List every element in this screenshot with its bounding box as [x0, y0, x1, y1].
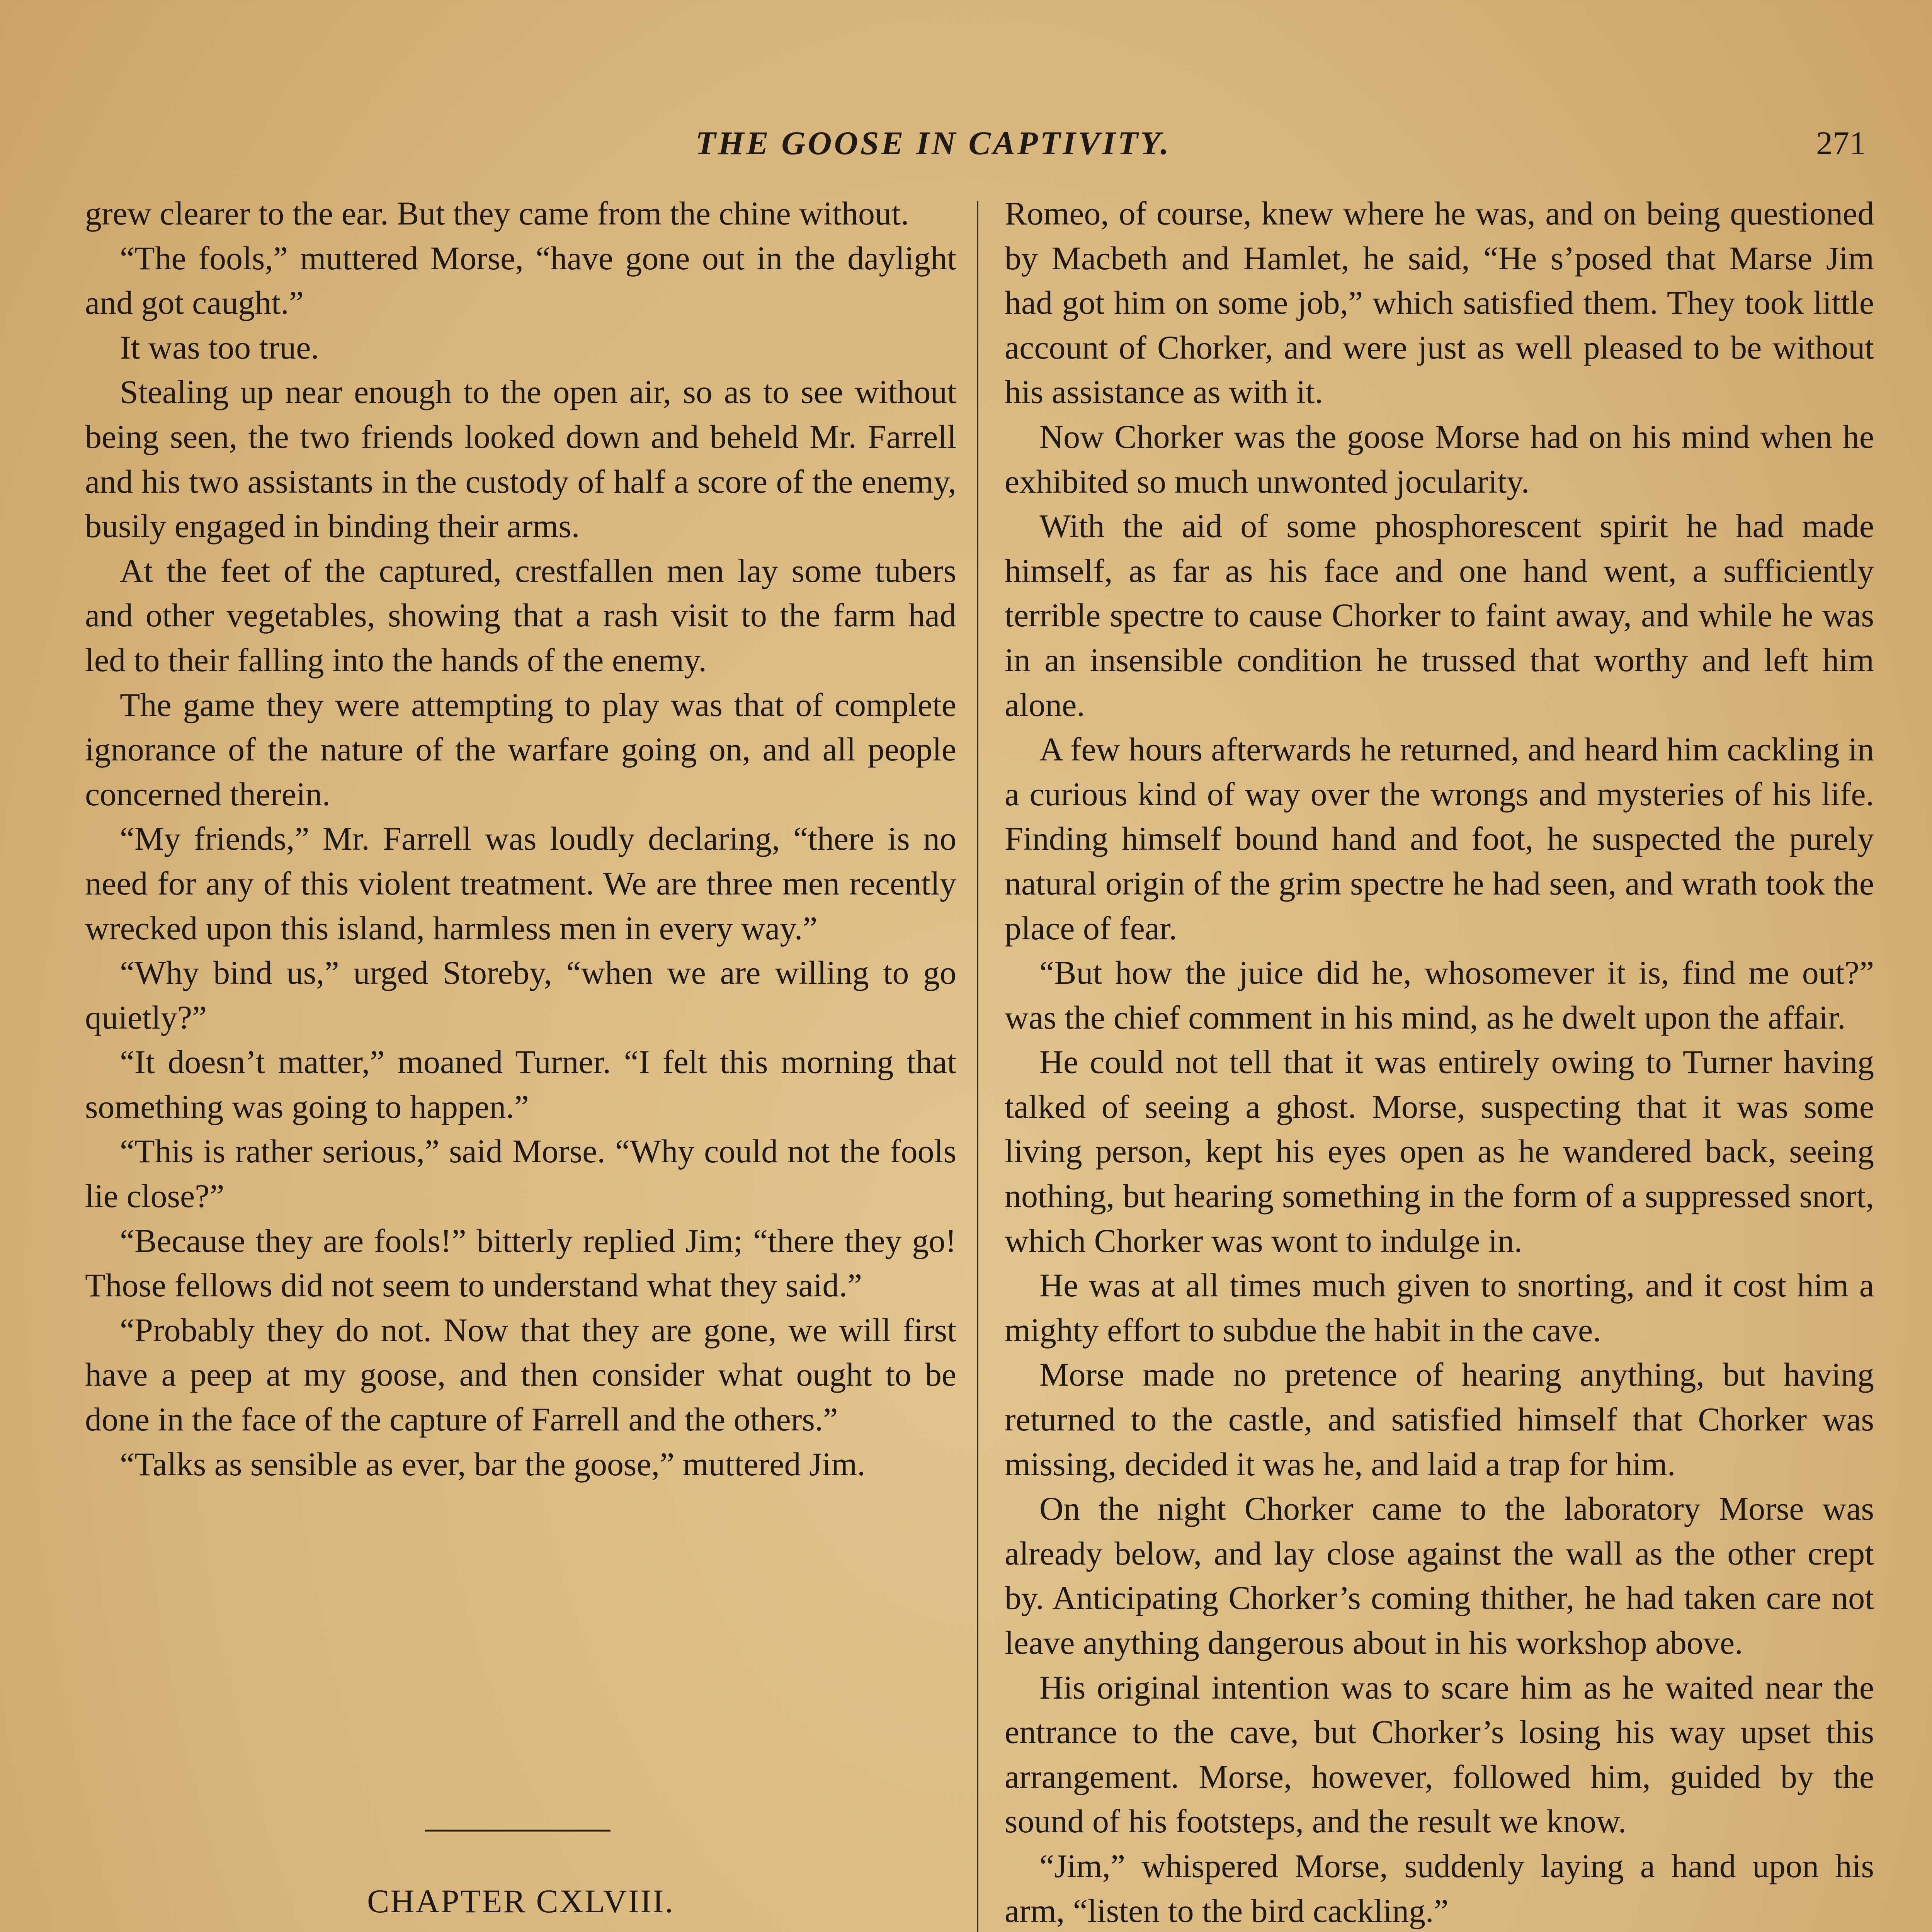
chapter-heading: CHAPTER CXLVIII. [367, 1883, 674, 1920]
column-divider [977, 201, 978, 1932]
paragraph: Stealing up near enough to the open air, so as to see without being seen, the two friends looked down and beheld Mr. Farrell and his two assistants in the custody of half a score of the enemy, busily engaged in binding their arms. [85, 373, 956, 545]
page-number: 271 [1816, 124, 1866, 162]
paragraph: “Jim,” whispered Morse, suddenly laying a hand upon his arm, “listen to the bird cackling.” [1005, 1847, 1874, 1929]
paragraph: A few hours afterwards he returned, and heard him cackling in a curious kind of way over the wrongs and mysteries of his life. Finding himself bound hand and foot, he suspected the purely natural origin of the grim spectre he had seen, and wrath took the place of fear. [1005, 731, 1874, 947]
right-column [1005, 191, 1874, 1932]
paragraph: grew clearer to the ear. But they came from the chine without. [85, 195, 909, 232]
paragraph: “The fools,” muttered Morse, “have gone out in the daylight and got caught.” [85, 239, 956, 321]
running-title: THE GOOSE IN CAPTIVITY. [696, 124, 1171, 162]
paragraph: “This is rather serious,” said Morse. “Why could not the fools lie close?” [85, 1133, 956, 1215]
paragraph: His original intention was to scare him as he waited near the entrance to the cave, but Chorker’s losing his way upset this arrangement. Morse, however, followed him, guided by the sound of his footsteps, and the result we know. [1005, 1668, 1874, 1840]
paragraph: “Probably they do not. Now that they are gone, we will first have a peep at my goose, and then consider what ought to be done in the face of the capture of Farrell and the others.” [85, 1311, 956, 1438]
paragraph: “It doesn’t matter,” moaned Turner. “I felt this morning that something was going to happen.” [85, 1043, 956, 1125]
paragraph: “But how the juice did he, whosomever it is, find me out?” was the chief comment in his mind, as he dwelt upon the affair. [1005, 954, 1874, 1036]
paragraph: The game they were attempting to play was that of complete ignorance of the nature of the warfare going on, and all people concerned therein. [85, 686, 956, 813]
paragraph: “Talks as sensible as ever, bar the goose,” muttered Jim. [120, 1445, 866, 1483]
paragraph: It was too true. [120, 328, 319, 366]
paragraph: Now Chorker was the goose Morse had on his mind when he exhibited so much unwonted jocularity. [1005, 418, 1874, 500]
paragraph: With the aid of some phosphorescent spirit he had made himself, as far as his face and one hand went, a sufficiently terrible spectre to cause Chorker to faint away, and while he was in an insensible condition he trussed that worthy and left him alone. [1005, 507, 1874, 723]
paragraph: Morse made no pretence of hearing anything, but having returned to the castle, and satisfied himself that Chorker was missing, decided it was he, and laid a trap for him. [1005, 1356, 1874, 1483]
paragraph: At the feet of the captured, crestfallen men lay some tubers and other vegetables, showing that a rash visit to the farm had led to their falling into the hands of the enemy. [85, 552, 956, 679]
paragraph: Romeo, of course, knew where he was, and on being questioned by Macbeth and Hamlet, he said, “He s’posed that Marse Jim had got him on some job,” which satisfied them. They took little account of Chorker, and were just as well pleased to be without his assistance as with it. [1005, 195, 1874, 411]
paragraph: “My friends,” Mr. Farrell was loudly declaring, “there is no need for any of this violent treatment. We are three men recently wrecked upon this island, harmless men in every way.” [85, 820, 956, 947]
paragraph: “Because they are fools!” bitterly replied Jim; “there they go! Those fellows did not seem to understand what they said.” [85, 1222, 956, 1304]
paragraph: He could not tell that it was entirely owing to Turner having talked of seeing a ghost. Morse, suspecting that it was some living person, kept his eyes open as he wandered back, seeing nothing, but hearing something in the form of a suppressed snort, which Chorker was wont to indulge in. [1005, 1043, 1874, 1259]
paragraph: He was at all times much given to snorting, and it cost him a mighty effort to subdue the habit in the cave. [1005, 1267, 1874, 1349]
paragraph: “Why bind us,” urged Storeby, “when we are willing to go quietly?” [85, 954, 956, 1036]
page-header [0, 124, 1932, 170]
paragraph: On the night Chorker came to the laboratory Morse was already below, and lay close against the wall as the other crept by. Anticipating Chorker’s coming thither, he had taken care not leave anything dangerous about in his workshop above. [1005, 1490, 1874, 1661]
chapter-rule [425, 1830, 611, 1832]
left-column [85, 191, 956, 1486]
